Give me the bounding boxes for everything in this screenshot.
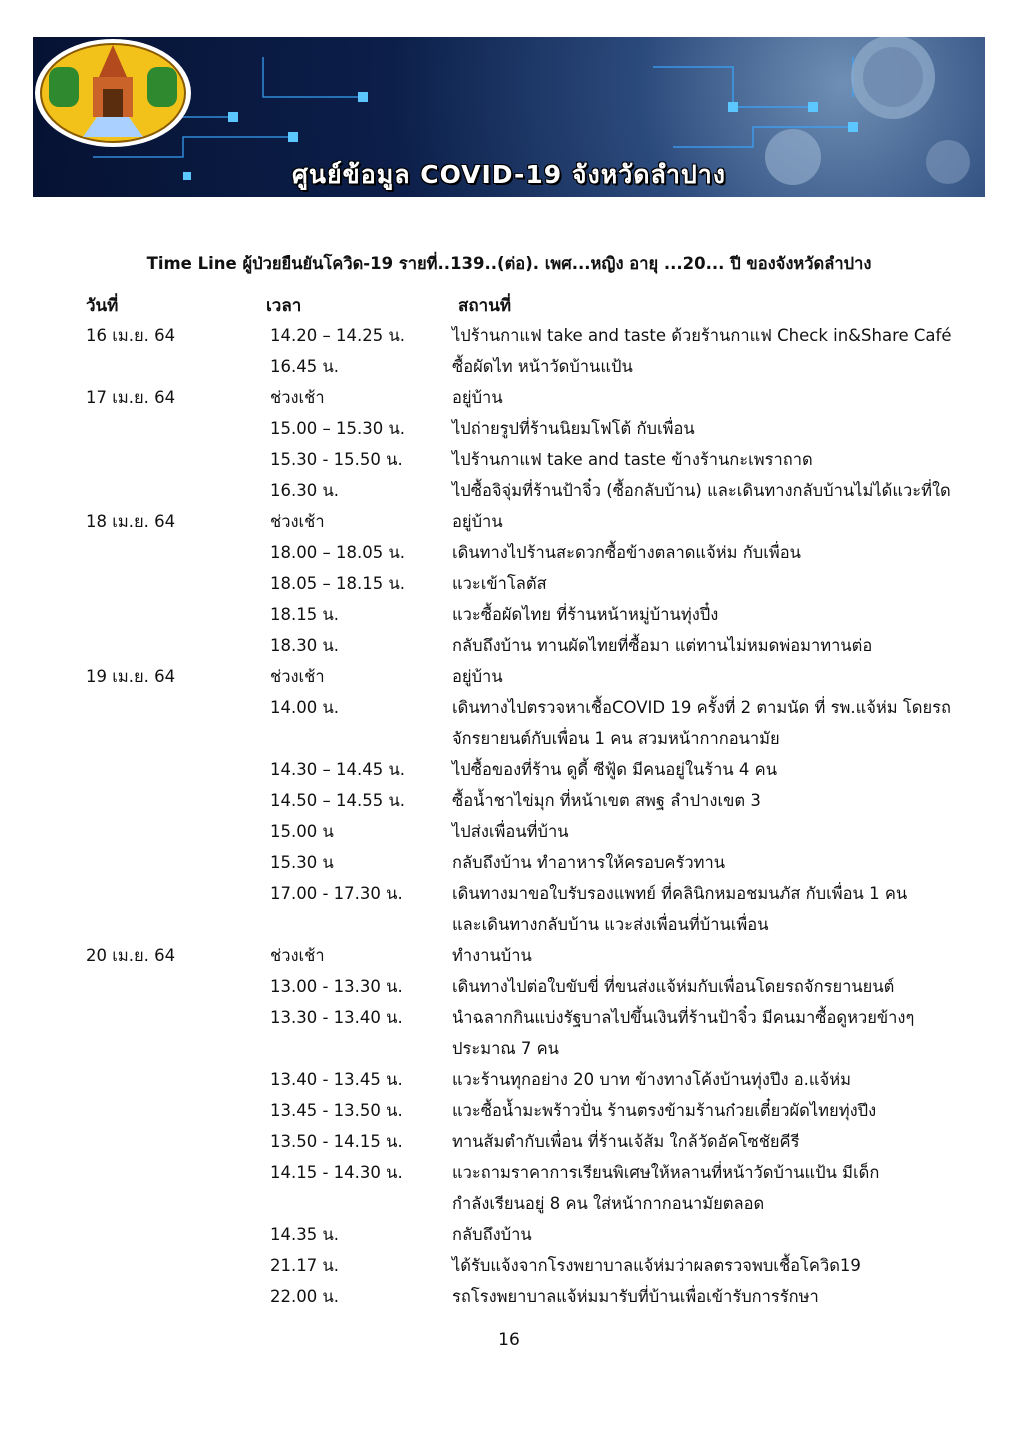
- row-place: ไปร้านกาแฟ take and taste ด้วยร้านกาแฟ Check in&Share Café: [452, 326, 952, 345]
- table-row: [0, 754, 1018, 785]
- row-place: รถโรงพยาบาลแจ้ห่มมารับที่บ้านเพื่อเข้ารับการรักษา: [452, 1287, 819, 1306]
- row-time: 15.30 น: [270, 853, 334, 872]
- row-time: 21.17 น.: [270, 1256, 340, 1275]
- row-place: ไปส่งเพื่อนที่บ้าน: [452, 822, 569, 841]
- page-number: 16: [498, 1330, 520, 1350]
- row-place: เดินทางไปร้านสะดวกซื้อข้างตลาดแจ้ห่ม กับเพื่อน: [452, 543, 801, 562]
- row-place: ไปซื้อของที่ร้าน ดูดี้ ซีฟู้ด มีคนอยู่ในร้าน 4 คน: [452, 760, 777, 779]
- row-place: แวะเข้าโลตัส: [452, 574, 547, 593]
- row-time: ช่วงเช้า: [270, 388, 325, 407]
- row-time: 13.50 - 14.15 น.: [270, 1132, 403, 1151]
- table-row: [0, 1188, 1018, 1219]
- table-row: [0, 940, 1018, 971]
- row-place: จักรยายนต์กับเพื่อน 1 คน สวมหน้ากากอนามัย: [452, 729, 780, 748]
- table-row: [0, 723, 1018, 754]
- row-place: กลับถึงบ้าน ทำอาหารให้ครอบครัวทาน: [452, 853, 726, 872]
- row-time: 15.00 – 15.30 น.: [270, 419, 405, 438]
- table-row: [0, 1157, 1018, 1188]
- row-place: แวะถามราคาการเรียนพิเศษให้หลานที่หน้าวัดบ้านแป้น มีเด็ก: [452, 1163, 880, 1182]
- row-date: 17 เม.ย. 64: [86, 388, 176, 407]
- table-row: [0, 1002, 1018, 1033]
- table-row: [0, 506, 1018, 537]
- table-row: [0, 692, 1018, 723]
- row-place: ไปซื้อจิจุ่มที่ร้านป้าจิ๋ว (ซื้อกลับบ้าน) และเดินทางกลับบ้านไม่ได้แวะที่ใด: [452, 481, 951, 500]
- row-time: 18.00 – 18.05 น.: [270, 543, 405, 562]
- row-place: อยู่บ้าน: [452, 667, 503, 686]
- table-row: [0, 475, 1018, 506]
- table-row: [0, 1126, 1018, 1157]
- column-header-time: เวลา: [266, 296, 302, 316]
- row-time: ช่วงเช้า: [270, 946, 325, 965]
- row-time: 14.15 - 14.30 น.: [270, 1163, 403, 1182]
- row-place: ซื้อน้ำชาไข่มุก ที่หน้าเขต สพฐ ลำปางเขต 3: [452, 791, 761, 810]
- row-time: 15.00 น: [270, 822, 334, 841]
- table-row: [0, 1095, 1018, 1126]
- table-row: [0, 537, 1018, 568]
- column-header-date: วันที่: [86, 296, 119, 316]
- row-time: 16.45 น.: [270, 357, 340, 376]
- row-place: ไปร้านกาแฟ take and taste ข้างร้านกะเพราถาด: [452, 450, 813, 469]
- table-row: [0, 661, 1018, 692]
- row-time: 14.30 – 14.45 น.: [270, 760, 405, 779]
- row-time: 13.40 - 13.45 น.: [270, 1070, 403, 1089]
- table-row: [0, 878, 1018, 909]
- table-row: [0, 909, 1018, 940]
- row-time: 14.50 – 14.55 น.: [270, 791, 405, 810]
- row-place: ซื้อผัดไท หน้าวัดบ้านแป้น: [452, 357, 633, 376]
- row-place: นำฉลากกินแบ่งรัฐบาลไปขึ้นเงินที่ร้านป้าจิ๋ว มีคนมาซื้อดูหวยข้างๆ: [452, 1008, 915, 1027]
- table-row: [0, 320, 1018, 351]
- row-place: เดินทางมาขอใบรับรองแพทย์ ที่คลินิกหมอชมนภัส กับเพื่อน 1 คน: [452, 884, 908, 903]
- row-place: แวะซื้อน้ำมะพร้าวปั่น ร้านตรงข้ามร้านก๋วยเตี๋ยวผัดไทยทุ่งปึง: [452, 1101, 877, 1120]
- table-row: [0, 1250, 1018, 1281]
- table-row: [0, 847, 1018, 878]
- row-time: 13.00 - 13.30 น.: [270, 977, 403, 996]
- row-place: ได้รับแจ้งจากโรงพยาบาลแจ้ห่มว่าผลตรวจพบเชื้อโควิด19: [452, 1256, 861, 1275]
- table-row: [0, 351, 1018, 382]
- table-row: [0, 1033, 1018, 1064]
- row-place: เดินทางไปตรวจหาเชื้อCOVID 19 ครั้งที่ 2 ตามนัด ที่ รพ.แจ้ห่ม โดยรถ: [452, 698, 951, 717]
- row-place: อยู่บ้าน: [452, 512, 503, 531]
- row-place: ทานส้มตำกับเพื่อน ที่ร้านเจ้ส้ม ใกล้วัดอัคโซชัยคีรี: [452, 1132, 800, 1151]
- table-row: [0, 382, 1018, 413]
- row-time: 13.45 - 13.50 น.: [270, 1101, 403, 1120]
- table-row: [0, 1064, 1018, 1095]
- table-row: [0, 971, 1018, 1002]
- table-row: [0, 599, 1018, 630]
- row-date: 16 เม.ย. 64: [86, 326, 176, 345]
- row-time: ช่วงเช้า: [270, 512, 325, 531]
- row-place: กลับถึงบ้าน ทานผัดไทยที่ซื้อมา แต่ทานไม่หมดพ่อมาทานต่อ: [452, 636, 873, 655]
- document-heading: Time Line ผู้ป่วยยืนยันโควิด-19 รายที่..139..(ต่อ). เพศ...หญิง อายุ ...20... ปี ของจังหวัดลำปาง: [146, 254, 872, 273]
- row-place: เดินทางไปต่อใบขับขี่ ที่ขนส่งแจ้ห่มกับเพื่อนโดยรถจักรยานยนต์: [452, 977, 895, 996]
- table-row: [0, 785, 1018, 816]
- row-date: 18 เม.ย. 64: [86, 512, 176, 531]
- row-date: 19 เม.ย. 64: [86, 667, 176, 686]
- row-place: และเดินทางกลับบ้าน แวะส่งเพื่อนที่บ้านเพื่อน: [452, 915, 769, 934]
- row-time: 18.05 – 18.15 น.: [270, 574, 405, 593]
- table-row: [0, 816, 1018, 847]
- row-place: กลับถึงบ้าน: [452, 1225, 532, 1244]
- row-time: 17.00 - 17.30 น.: [270, 884, 403, 903]
- table-row: [0, 1219, 1018, 1250]
- province-seal-icon: [33, 37, 193, 149]
- timeline-table: [0, 320, 1018, 1312]
- row-place: ประมาณ 7 คน: [452, 1039, 559, 1058]
- row-time: 14.35 น.: [270, 1225, 340, 1244]
- row-place: อยู่บ้าน: [452, 388, 503, 407]
- table-row: [0, 413, 1018, 444]
- table-row: [0, 568, 1018, 599]
- row-time: 13.30 - 13.40 น.: [270, 1008, 403, 1027]
- row-time: 14.20 – 14.25 น.: [270, 326, 405, 345]
- row-place: แวะซื้อผัดไทย ที่ร้านหน้าหมู่บ้านทุ่งปึ๋ง: [452, 605, 719, 624]
- table-row: [0, 1281, 1018, 1312]
- row-time: ช่วงเช้า: [270, 667, 325, 686]
- row-time: 18.30 น.: [270, 636, 340, 655]
- row-time: 15.30 - 15.50 น.: [270, 450, 403, 469]
- row-time: 14.00 น.: [270, 698, 340, 717]
- header-banner: [33, 37, 985, 197]
- table-row: [0, 444, 1018, 475]
- row-place: กำลังเรียนอยู่ 8 คน ใส่หน้ากากอนามัยตลอด: [452, 1194, 765, 1213]
- row-place: แวะร้านทุกอย่าง 20 บาท ข้างทางโค้งบ้านทุ่งปึง อ.แจ้ห่ม: [452, 1070, 851, 1089]
- column-header-place: สถานที่: [458, 296, 512, 316]
- row-date: 20 เม.ย. 64: [86, 946, 176, 965]
- row-time: 16.30 น.: [270, 481, 340, 500]
- row-place: ทำงานบ้าน: [452, 946, 532, 965]
- banner-title: ศูนย์ข้อมูล COVID-19 จังหวัดลำปาง: [292, 160, 726, 189]
- row-time: 22.00 น.: [270, 1287, 340, 1306]
- table-row: [0, 630, 1018, 661]
- row-place: ไปถ่ายรูปที่ร้านนิยมโฟโต้ กับเพื่อน: [452, 419, 695, 438]
- row-time: 18.15 น.: [270, 605, 340, 624]
